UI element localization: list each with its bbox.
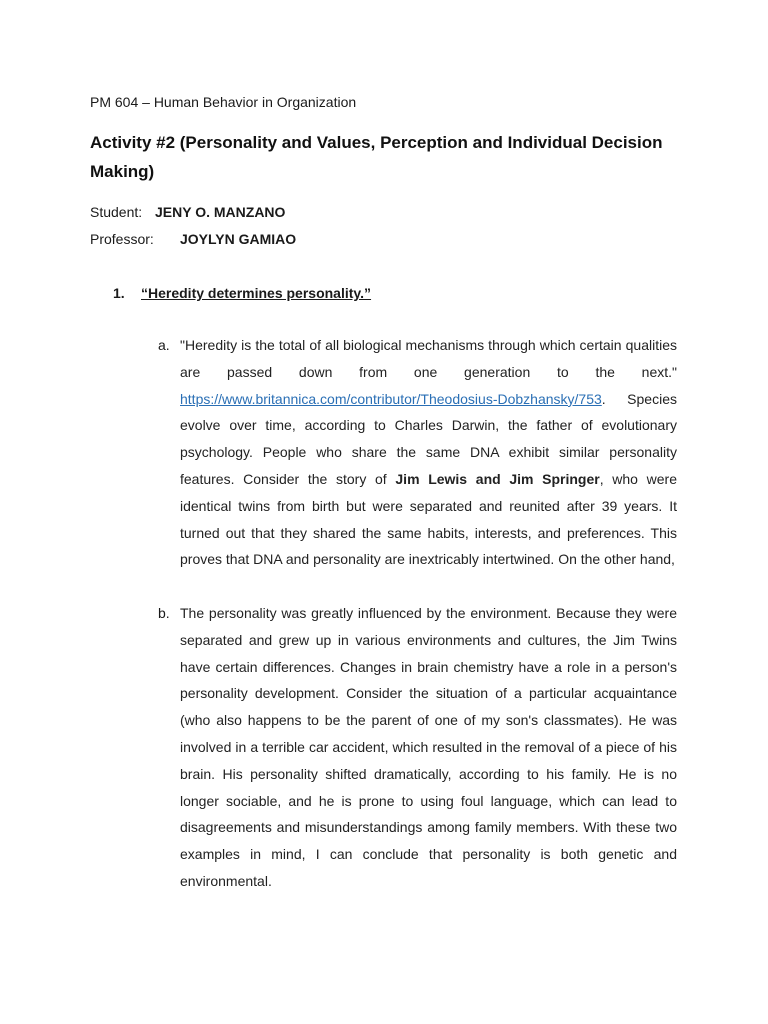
item-b-paragraph: The personality was greatly influenced by the environment. Because they were separated and grew up in various environments and cultures, the Jim Twins have certain differences. Changes in brain chemistry have a role in a person's personality development. Consider the situation of a particular acquaintance (who also happens to be the parent of one of my son's classmates). He was involved in a terrible car accident, which resulted in the removal of a piece of his brain. His personality shifted dramatically, according to his family. He is no longer sociable, and he is prone to using foul language, which can lead to disagreements and misunderstandings among family members. With these two examples in mind, I can conclude that personality is both genetic and environmental. xyxy=(180,605,677,889)
item-a-paragraph xyxy=(180,332,677,573)
course-title: PM 604 – Human Behavior in Organization xyxy=(90,94,357,110)
activity-title: Activity #2 (Personality and Values, Perception and Individual Decision Making) xyxy=(90,133,663,181)
item-b-marker: b. xyxy=(158,605,170,621)
item-a-after-link: . Species evolve over time, according to Charles Darwin, the father of evolutionary psychology. People who share the same DNA exhibit similar personality features. Consider the story of xyxy=(180,390,677,487)
professor-row xyxy=(90,230,297,248)
question-number: 1. xyxy=(113,285,125,301)
question-text: “Heredity determines personality.” xyxy=(141,285,372,301)
twins-names: Jim Lewis and Jim Springer xyxy=(395,470,600,487)
professor-name: JOYLYN GAMIAO xyxy=(180,231,297,247)
student-label: Student: xyxy=(90,204,143,220)
item-a-quote: "Heredity is the total of all biological mechanisms through which certain qualities are passed down from one generation to the next." xyxy=(180,337,677,380)
item-a-marker: a. xyxy=(158,337,170,353)
professor-label: Professor: xyxy=(90,231,154,247)
student-row xyxy=(90,203,286,221)
student-name: JENY O. MANZANO xyxy=(155,204,286,220)
britannica-link[interactable]: https://www.britannica.com/contributor/Theodosius-Dobzhansky/753 xyxy=(180,390,602,407)
item-a-rest: , who were identical twins from birth but were separated and reunited after 39 years. It turned out that they shared the same habits, interests, and preferences. This proves that DNA and personality are inextricably intertwined. On the other hand, xyxy=(180,470,677,568)
